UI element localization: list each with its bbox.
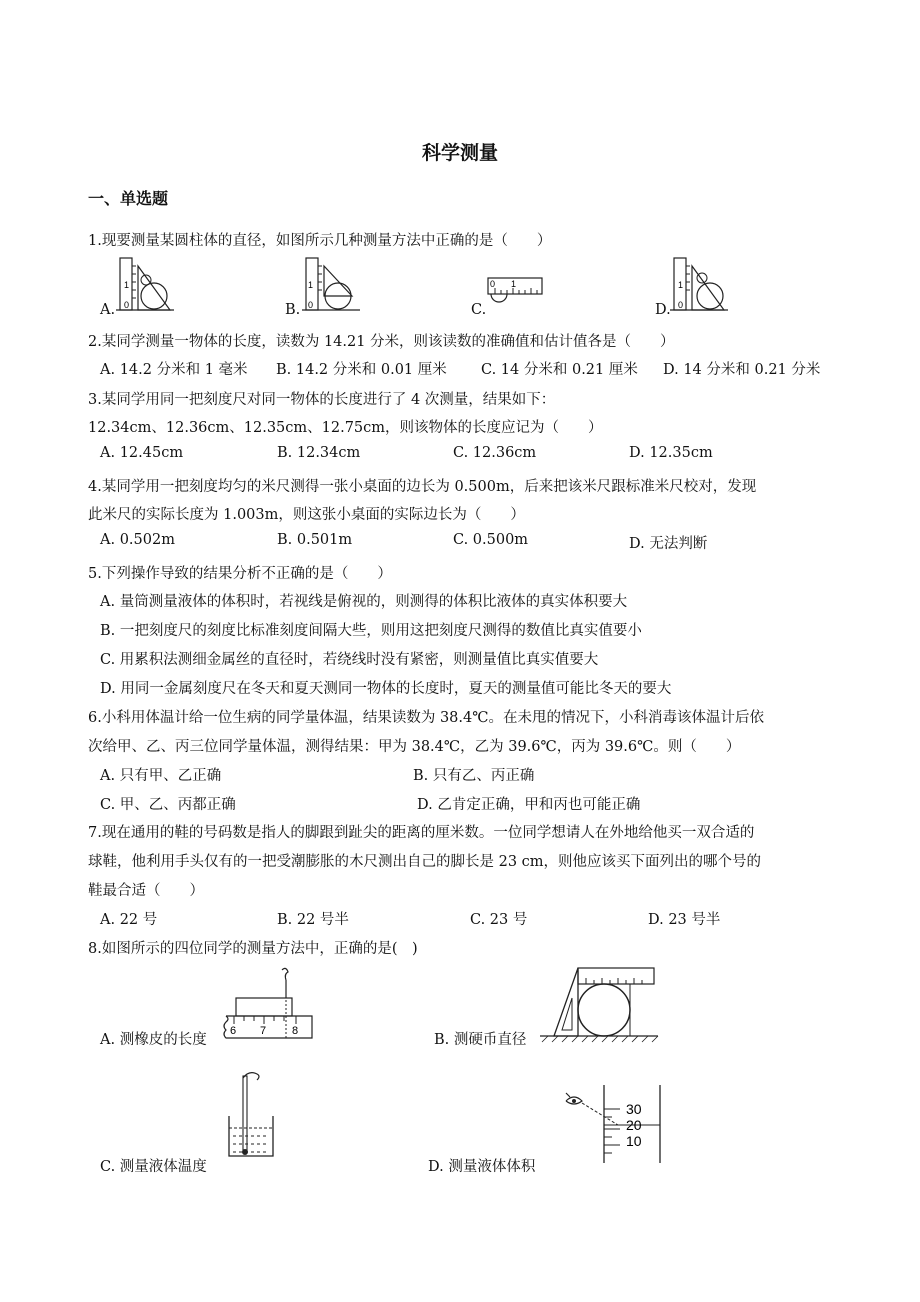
- question-7-stem-line3: 鞋最合适（ ）: [88, 883, 204, 899]
- q4-option-a[interactable]: A. 0.502m: [100, 532, 175, 548]
- q7-option-a[interactable]: A. 22 号: [100, 912, 158, 928]
- q8-figure-b: [540, 964, 660, 1046]
- q6-option-d[interactable]: D. 乙肯定正确，甲和丙也可能正确: [417, 797, 641, 813]
- q6-option-a[interactable]: A. 只有甲、乙正确: [100, 768, 222, 784]
- fig-c-tick-1: 1: [511, 279, 517, 289]
- q1-figure-c: [485, 272, 549, 312]
- page-title: 科学测量: [421, 142, 498, 164]
- question-6-stem-line1: 6.小科用体温计给一位生病的同学量体温，结果读数为 38.4℃。在未甩的情况下，小科消毒该体温计后依: [88, 710, 764, 726]
- section-heading: 一、单选题: [88, 189, 169, 208]
- question-4-stem-line1: 4.某同学用一把刻度均匀的米尺测得一张小桌面的边长为 0.500m，后来把该米尺跟标准米尺校对，发现: [88, 479, 757, 495]
- q8-figure-d: [560, 1085, 670, 1167]
- question-7-stem-line1: 7.现在通用的鞋的号码数是指人的脚跟到趾尖的距离的厘米数。一位同学想请人在外地给他买一双合适的: [88, 825, 755, 841]
- fig-b-tick-0: 0: [308, 300, 314, 310]
- q8-figure-c: [225, 1064, 285, 1164]
- cylinder-tick-10: 10: [626, 1133, 642, 1149]
- q1-figure-a: [116, 256, 176, 314]
- q3-option-c[interactable]: C. 12.36cm: [453, 445, 537, 461]
- q7-option-d[interactable]: D. 23 号半: [648, 912, 721, 928]
- fig-d-tick-0: 0: [678, 300, 684, 310]
- q5-option-b[interactable]: B. 一把刻度尺的刻度比标准刻度间隔大些，则用这把刻度尺测得的数值比真实值要小: [100, 623, 642, 639]
- q2-option-b[interactable]: B. 14.2 分米和 0.01 厘米: [276, 362, 447, 378]
- question-5-stem: 5.下列操作导致的结果分析不正确的是（ ）: [88, 566, 392, 582]
- q3-option-a[interactable]: A. 12.45cm: [100, 445, 184, 461]
- q5-option-c[interactable]: C. 用累积法测细金属丝的直径时，若绕线时没有紧密，则测量值比真实值要大: [100, 652, 599, 668]
- q1-option-a[interactable]: A.: [100, 302, 116, 318]
- question-4-stem-line2: 此米尺的实际长度为 1.003m，则这张小桌面的实际边长为（ ）: [88, 507, 525, 523]
- q2-option-d[interactable]: D. 14 分米和 0.21 分米: [663, 362, 821, 378]
- q5-option-d[interactable]: D. 用同一金属刻度尺在冬天和夏天测同一物体的长度时，夏天的测量值可能比冬天的要大: [100, 681, 672, 697]
- question-7-stem-line2: 球鞋，他利用手头仅有的一把受潮膨胀的木尺测出自己的脚长是 23 cm，则他应该买下面列出的哪个号的: [88, 854, 762, 870]
- q1-figure-b: [302, 256, 362, 314]
- q4-option-d[interactable]: D. 无法判断: [629, 536, 708, 552]
- question-3-stem-line2: 12.34cm、12.36cm、12.35cm、12.75cm，则该物体的长度应记为（ ）: [88, 420, 603, 436]
- q8-option-a[interactable]: A. 测橡皮的长度: [100, 1032, 207, 1048]
- ruler-a-tick-6: 6: [230, 1025, 237, 1037]
- q8-option-d[interactable]: D. 测量液体体积: [428, 1159, 536, 1175]
- question-3-stem-line1: 3.某同学用同一把刻度尺对同一物体的长度进行了 4 次测量，结果如下：: [88, 392, 556, 408]
- q6-option-b[interactable]: B. 只有乙、丙正确: [413, 768, 535, 784]
- fig-b-tick-1: 1: [308, 280, 314, 290]
- question-8-stem: 8.如图所示的四位同学的测量方法中，正确的是( ): [88, 941, 418, 957]
- q1-option-c[interactable]: C.: [471, 302, 487, 318]
- q2-option-c[interactable]: C. 14 分米和 0.21 厘米: [481, 362, 638, 378]
- q6-option-c[interactable]: C. 甲、乙、丙都正确: [100, 797, 236, 813]
- q3-option-d[interactable]: D. 12.35cm: [629, 445, 713, 461]
- q4-option-c[interactable]: C. 0.500m: [453, 532, 529, 548]
- q2-option-a[interactable]: A. 14.2 分米和 1 毫米: [100, 362, 248, 378]
- ruler-a-tick-8: 8: [292, 1025, 299, 1037]
- question-2-stem: 2.某同学测量一物体的长度，读数为 14.21 分米，则该读数的准确值和估计值各是（ ）: [88, 334, 675, 350]
- fig-a-tick-1: 1: [124, 280, 130, 290]
- q1-option-b[interactable]: B.: [285, 302, 301, 318]
- q8-figure-a: [220, 966, 320, 1046]
- q4-option-b[interactable]: B. 0.501m: [277, 532, 353, 548]
- q5-option-a[interactable]: A. 量筒测量液体的体积时，若视线是俯视的，则测得的体积比液体的真实体积要大: [100, 594, 628, 610]
- question-6-stem-line2: 次给甲、乙、丙三位同学量体温，测得结果：甲为 38.4℃，乙为 39.6℃，丙为 39.6℃。则（ ）: [88, 739, 741, 755]
- ruler-a-tick-7: 7: [260, 1025, 267, 1037]
- question-1-stem: 1.现要测量某圆柱体的直径，如图所示几种测量方法中正确的是（ ）: [88, 233, 552, 249]
- q3-option-b[interactable]: B. 12.34cm: [277, 445, 361, 461]
- fig-c-tick-0: 0: [490, 279, 496, 289]
- q1-option-d[interactable]: D.: [655, 302, 671, 318]
- q8-option-b[interactable]: B. 测硬币直径: [434, 1032, 527, 1048]
- fig-d-tick-1: 1: [678, 280, 684, 290]
- fig-a-tick-0: 0: [124, 300, 130, 310]
- cylinder-tick-20: 20: [626, 1117, 642, 1133]
- cylinder-tick-30: 30: [626, 1101, 642, 1117]
- q7-option-b[interactable]: B. 22 号半: [277, 912, 349, 928]
- q1-figure-d: [670, 256, 730, 314]
- q8-option-c[interactable]: C. 测量液体温度: [100, 1159, 207, 1175]
- q7-option-c[interactable]: C. 23 号: [470, 912, 528, 928]
